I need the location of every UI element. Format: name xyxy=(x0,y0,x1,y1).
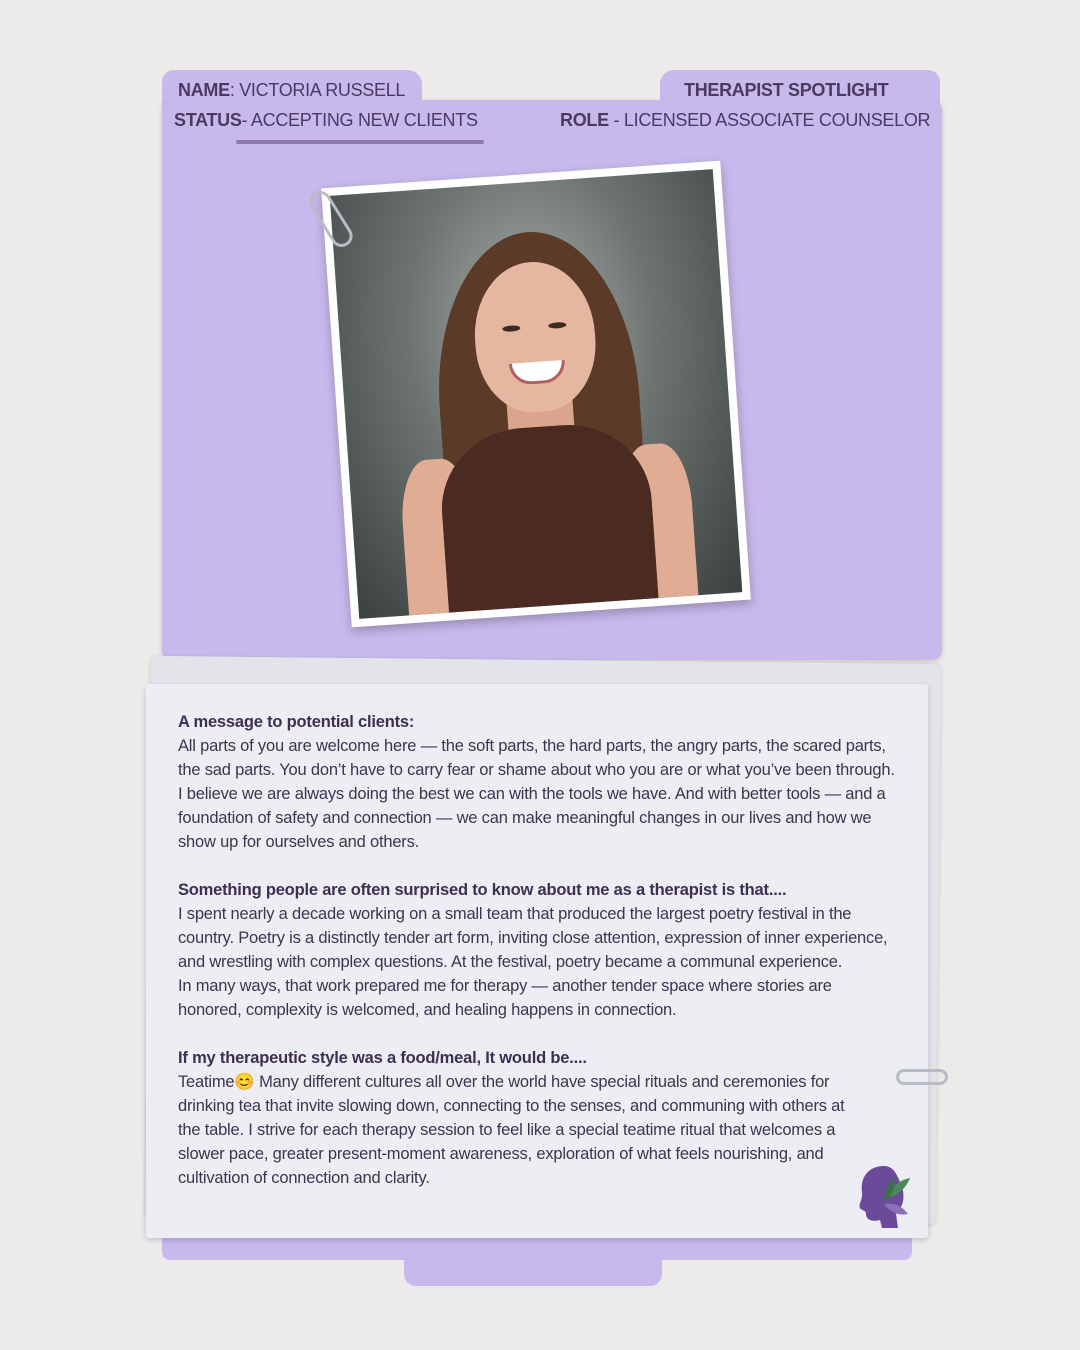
info-sheet xyxy=(146,684,928,1238)
section-body: I spent nearly a decade working on a small team that produced the largest poetry festival in the country. Poetry is a distinctly tender art form, inviting close attention, expression of inner experience, and wrestling with complex questions. At the festival, poetry became a communal experience. xyxy=(178,905,888,971)
section-heading: A message to potential clients: xyxy=(178,713,415,731)
status-underline xyxy=(236,140,484,144)
paperclip-icon xyxy=(896,1069,948,1085)
section-body: Teatime😊 Many different cultures all over the world have special rituals and ceremonies for drinking tea that invite slowing down, connecting to the senses, and communing with others at the table. I strive for each therapy session to feel like a special teatime ritual that welcomes a slower pace, greater present-moment awareness, exploration of what feels nourishing, and cultivation of connection and clarity. xyxy=(178,1073,845,1187)
section-body: In many ways, that work prepared me for therapy — another tender space where stories are honored, complexity is welcomed, and healing happens in connection. xyxy=(178,977,832,1019)
role-line: ROLE - LICENSED ASSOCIATE COUNSELOR xyxy=(560,110,931,130)
section-heading: If my therapeutic style was a food/meal, It would be.... xyxy=(178,1049,587,1067)
status-line: STATUS- ACCEPTING NEW CLIENTS xyxy=(174,110,478,130)
spotlight-title: THERAPIST SPOTLIGHT xyxy=(684,80,889,100)
section-heading: Something people are often surprised to know about me as a therapist is that.... xyxy=(178,881,787,899)
section-body: All parts of you are welcome here — the soft parts, the hard parts, the angry parts, the scared parts, the sad parts. You don’t have to carry fear or shame about who you are or what you’ve been through. I believe we are always doing the best we can with the tools we have. And with better tools — and a foundation of safety and connection — we can make meaningful changes in our lives and how we show up for ourselves and others. xyxy=(178,737,895,851)
name-line: NAME: VICTORIA RUSSELL xyxy=(178,80,406,100)
head-leaf-logo-icon xyxy=(854,1158,914,1228)
folder-front-tab xyxy=(404,1240,662,1286)
therapist-photo xyxy=(321,161,751,628)
